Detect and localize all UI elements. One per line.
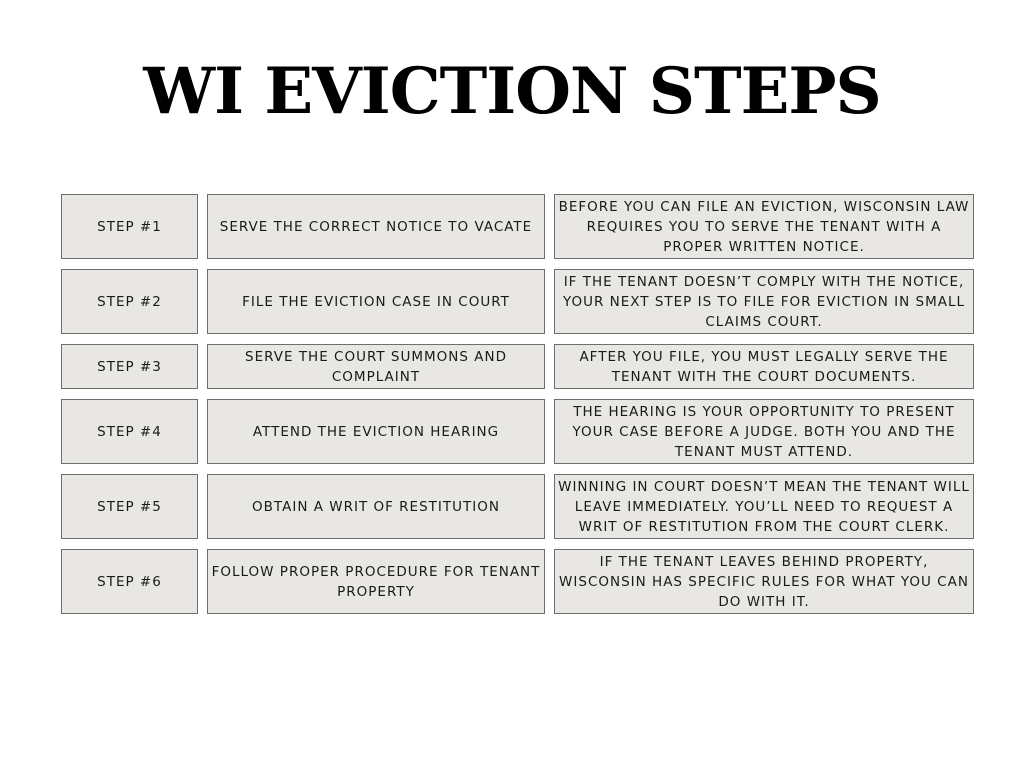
step-description: AFTER YOU FILE, YOU MUST LEGALLY SERVE THE TENANT WITH THE COURT DOCUMENTS. (554, 344, 974, 389)
step-description: IF THE TENANT LEAVES BEHIND PROPERTY, WISCONSIN HAS SPECIFIC RULES FOR WHAT YOU CAN DO WITH IT. (554, 549, 974, 614)
step-action: FILE THE EVICTION CASE IN COURT (207, 269, 545, 334)
step-row (61, 399, 974, 464)
step-number: STEP #4 (61, 399, 198, 464)
step-action: SERVE THE CORRECT NOTICE TO VACATE (207, 194, 545, 259)
step-description: BEFORE YOU CAN FILE AN EVICTION, WISCONSIN LAW REQUIRES YOU TO SERVE THE TENANT WITH A PROPER WRITTEN NOTICE. (554, 194, 974, 259)
step-number: STEP #5 (61, 474, 198, 539)
step-action: FOLLOW PROPER PROCEDURE FOR TENANT PROPERTY (207, 549, 545, 614)
step-row (61, 549, 974, 614)
step-row (61, 474, 974, 539)
step-action: SERVE THE COURT SUMMONS AND COMPLAINT (207, 344, 545, 389)
step-action: OBTAIN A WRIT OF RESTITUTION (207, 474, 545, 539)
step-number: STEP #2 (61, 269, 198, 334)
step-description: IF THE TENANT DOESN’T COMPLY WITH THE NOTICE, YOUR NEXT STEP IS TO FILE FOR EVICTION IN SMALL CLAIMS COURT. (554, 269, 974, 334)
page-title: WI EVICTION STEPS (143, 54, 881, 129)
step-number: STEP #6 (61, 549, 198, 614)
step-description: THE HEARING IS YOUR OPPORTUNITY TO PRESENT YOUR CASE BEFORE A JUDGE. BOTH YOU AND THE TENANT MUST ATTEND. (554, 399, 974, 464)
step-number: STEP #1 (61, 194, 198, 259)
step-description: WINNING IN COURT DOESN’T MEAN THE TENANT WILL LEAVE IMMEDIATELY. YOU’LL NEED TO REQUEST A WRIT OF RESTITUTION FROM THE COURT CLERK. (554, 474, 974, 539)
step-row (61, 194, 974, 259)
step-row (61, 269, 974, 334)
step-number: STEP #3 (61, 344, 198, 389)
step-row (61, 344, 974, 389)
step-action: ATTEND THE EVICTION HEARING (207, 399, 545, 464)
